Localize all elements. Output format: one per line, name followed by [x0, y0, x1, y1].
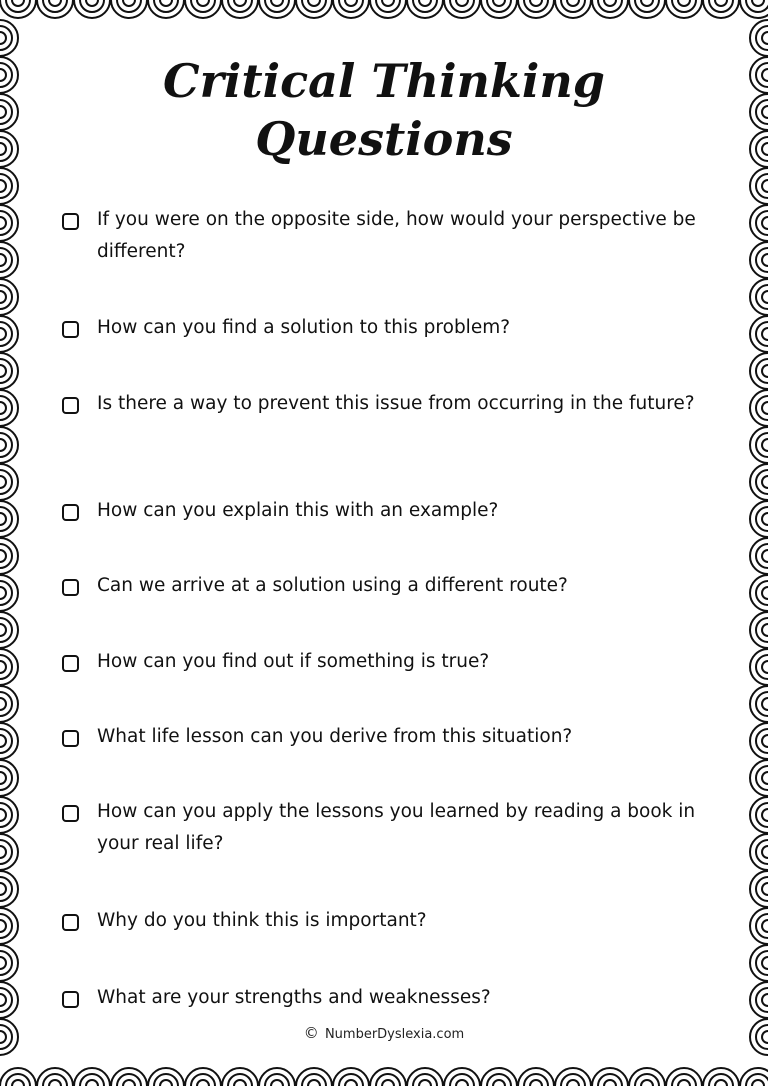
border-scallop [49, 0, 61, 6]
border-scallop [0, 772, 6, 784]
checkbox[interactable] [62, 991, 79, 1008]
border-scallop [271, 1080, 283, 1086]
border-scallop [12, 1080, 24, 1086]
border-scallop [234, 0, 246, 6]
border-scallop [0, 217, 6, 229]
checkbox[interactable] [62, 321, 79, 338]
border-scallop [641, 1080, 653, 1086]
border-scallop [762, 698, 768, 710]
question-text: Is there a way to prevent this issue from occurring in the future? [97, 393, 695, 414]
border-scallop [762, 476, 768, 488]
border-scallop [762, 809, 768, 821]
border-scallop [456, 1080, 468, 1086]
border-scallop [0, 920, 6, 932]
border-scallop [271, 0, 283, 6]
border-scallop [234, 1080, 246, 1086]
border-scallop [308, 1080, 320, 1086]
border-scallop [762, 402, 768, 414]
border-scallop [0, 32, 6, 44]
border-scallop [0, 402, 6, 414]
checkbox[interactable] [62, 655, 79, 672]
border-scallop [762, 624, 768, 636]
border-scallop [762, 957, 768, 969]
border-scallop [456, 0, 468, 6]
border-scallop [197, 0, 209, 6]
border-scallop [160, 0, 172, 6]
copyright-icon: © [303, 1024, 319, 1042]
border-scallop [419, 0, 431, 6]
border-scallop [382, 0, 394, 6]
border-scallop [0, 883, 6, 895]
border-scallop [419, 1080, 431, 1086]
border-scallop [0, 513, 6, 525]
question-text: How can you explain this with an example? [97, 500, 499, 521]
border-scallop [0, 180, 6, 192]
border-scallop [762, 254, 768, 266]
border-scallop [678, 0, 690, 6]
border-scallop [0, 476, 6, 488]
border-scallop [382, 1080, 394, 1086]
question-text: How can you find a solution to this problem? [97, 317, 511, 338]
border-scallop [762, 661, 768, 673]
border-scallop [0, 735, 6, 747]
border-scallop [762, 365, 768, 377]
question-text: How can you apply the lessons you learned by reading a book in your real life? [97, 801, 696, 854]
checkbox[interactable] [62, 397, 79, 414]
border-scallop [762, 439, 768, 451]
checkbox[interactable] [62, 730, 79, 747]
border-scallop [762, 513, 768, 525]
border-scallop [762, 846, 768, 858]
border-scallop [0, 624, 6, 636]
page-title-line-2: Questions [255, 112, 513, 166]
border-scallop [762, 550, 768, 562]
border-scallop [567, 0, 579, 6]
border-scallop [762, 920, 768, 932]
border-scallop [530, 1080, 542, 1086]
border-scallop [49, 1080, 61, 1086]
border-scallop [0, 587, 6, 599]
border-scallop [762, 994, 768, 1006]
border-scallop [715, 1080, 727, 1086]
border-scallop [0, 291, 6, 303]
checkbox[interactable] [62, 213, 79, 230]
question-text: Why do you think this is important? [97, 910, 427, 931]
border-scallop [0, 661, 6, 673]
border-scallop [762, 217, 768, 229]
border-scallop [160, 1080, 172, 1086]
border-scallop [0, 254, 6, 266]
question-text: How can you find out if something is true? [97, 651, 490, 672]
border-scallop [197, 1080, 209, 1086]
border-scallop [0, 957, 6, 969]
question-text: Can we arrive at a solution using a different route? [97, 575, 568, 596]
page-title-line-1: Critical Thinking [163, 54, 605, 108]
border-scallop [762, 180, 768, 192]
border-scallop [762, 587, 768, 599]
footer-credit [0, 1024, 768, 1042]
border-scallop [123, 1080, 135, 1086]
border-scallop [493, 1080, 505, 1086]
border-scallop [762, 328, 768, 340]
checkbox[interactable] [62, 805, 79, 822]
border-scallop [86, 0, 98, 6]
border-scallop [762, 32, 768, 44]
border-scallop [12, 0, 24, 6]
border-scallop [345, 1080, 357, 1086]
border-scallop [123, 0, 135, 6]
border-scallop [0, 365, 6, 377]
border-scallop [0, 439, 6, 451]
border-scallop [567, 1080, 579, 1086]
border-scallop [762, 883, 768, 895]
border-scallop [762, 735, 768, 747]
border-scallop [530, 0, 542, 6]
border-scallop [752, 0, 764, 6]
border-scallop [0, 809, 6, 821]
checkbox[interactable] [62, 579, 79, 596]
border-scallop [0, 846, 6, 858]
border-scallop [715, 0, 727, 6]
border-scallop [641, 0, 653, 6]
border-scallop [604, 0, 616, 6]
border-scallop [0, 994, 6, 1006]
border-scallop [86, 1080, 98, 1086]
border-scallop [0, 698, 6, 710]
border-scallop [762, 772, 768, 784]
checkbox[interactable] [62, 914, 79, 931]
border-scallop [678, 1080, 690, 1086]
border-scallop [604, 1080, 616, 1086]
border-scallop [762, 291, 768, 303]
border-scallop [308, 0, 320, 6]
footer-site: NumberDyslexia.com [324, 1027, 465, 1042]
question-text: If you were on the opposite side, how would your perspective be different? [97, 209, 696, 262]
question-text: What life lesson can you derive from this situation? [97, 726, 573, 747]
question-text: What are your strengths and weaknesses? [97, 987, 491, 1008]
border-scallop [0, 550, 6, 562]
border-scallop [0, 328, 6, 340]
border-scallop [493, 0, 505, 6]
border-scallop [345, 0, 357, 6]
checkbox[interactable] [62, 504, 79, 521]
border-scallop [752, 1080, 764, 1086]
